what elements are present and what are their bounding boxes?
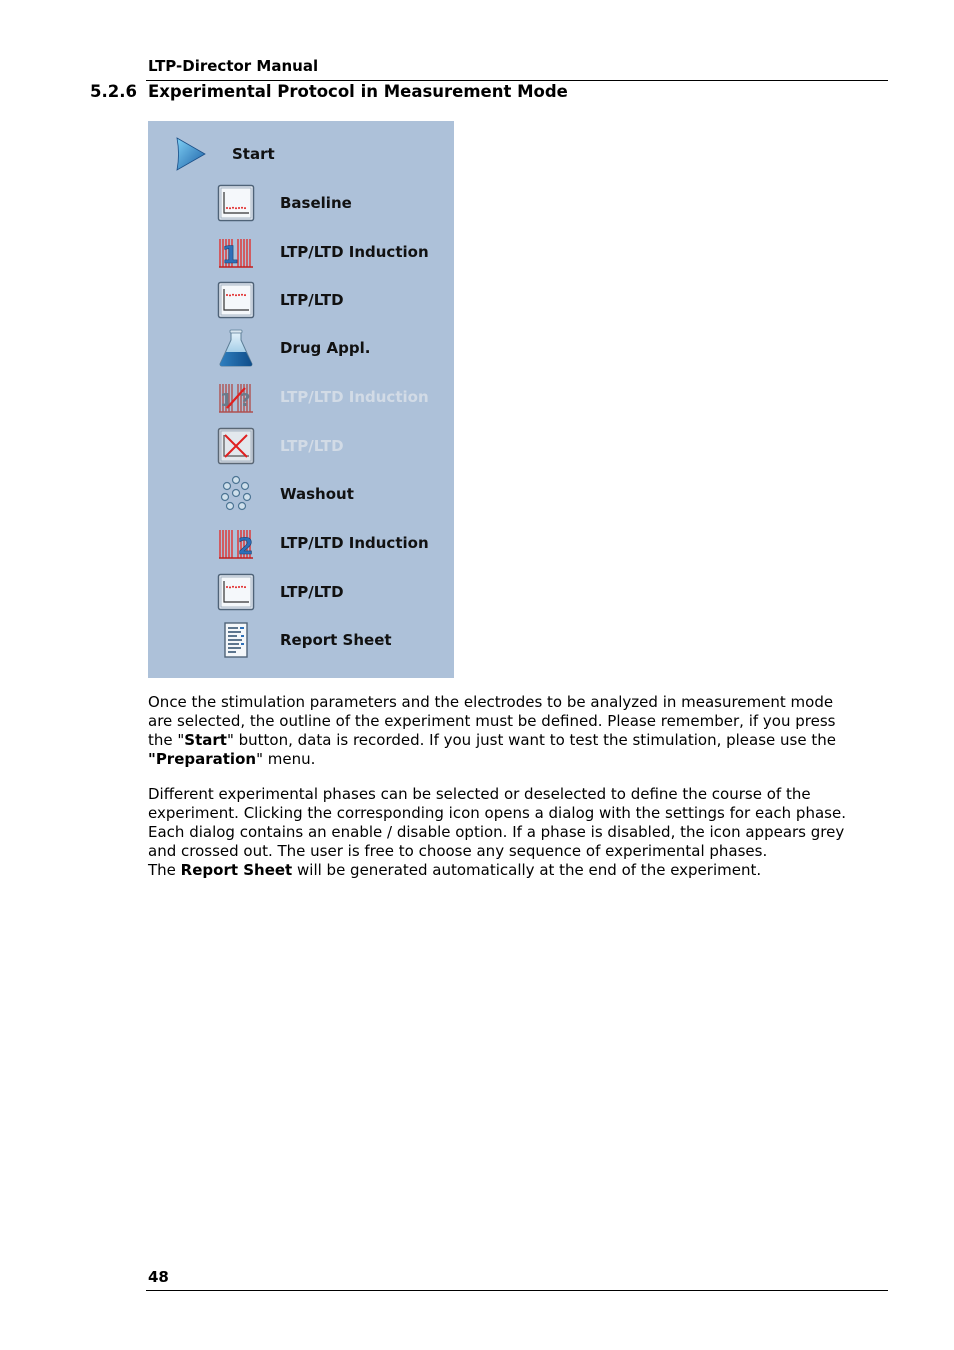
phase-washout[interactable]	[216, 474, 354, 514]
phase-label: LTP/LTD Induction	[280, 243, 429, 261]
phase-report-sheet[interactable]	[216, 620, 392, 660]
start-button[interactable]	[170, 134, 275, 174]
induction-1-icon	[216, 232, 256, 272]
report-icon	[216, 620, 256, 660]
phase-induction-disabled[interactable]	[216, 377, 429, 417]
phase-label: Report Sheet	[280, 631, 392, 649]
induction-2-icon	[216, 523, 256, 563]
crossed-graph-icon	[216, 426, 256, 466]
protocol-panel	[148, 121, 454, 678]
phase-label: LTP/LTD	[280, 583, 344, 601]
section-title: Experimental Protocol in Measurement Mode	[148, 82, 568, 101]
svg-text:1: 1	[220, 390, 233, 411]
header-rule	[146, 80, 888, 81]
phase-baseline[interactable]	[216, 183, 352, 223]
phase-label: LTP/LTD	[280, 437, 344, 455]
phase-label: LTP/LTD Induction	[280, 534, 429, 552]
header-title: LTP-Director Manual	[148, 57, 319, 75]
phase-drug-application[interactable]	[216, 328, 370, 368]
svg-text:2: 2	[238, 535, 254, 560]
play-icon	[170, 134, 210, 174]
phase-label: Washout	[280, 485, 354, 503]
phase-ltp-ltd[interactable]	[216, 280, 344, 320]
phase-label: LTP/LTD	[280, 291, 344, 309]
paragraph-1: Once the stimulation parameters and the electrodes to be analyzed in measurement mode are selected, the outline of the experiment must be defined. Please remember, if you press the "Start" button, data is recorded. If you just want to test the stimulation, please use the "Preparation" menu.	[148, 693, 836, 768]
phase-label: LTP/LTD Induction	[280, 388, 429, 406]
phase-label: Baseline	[280, 194, 352, 212]
phase-ltp-ltd-final[interactable]	[216, 572, 344, 612]
preparation-emphasis: "Preparation	[148, 750, 257, 768]
phase-ltp-ltd-disabled[interactable]	[216, 426, 344, 466]
footer-rule	[146, 1290, 888, 1291]
phase-label: Drug Appl.	[280, 339, 371, 357]
bubbles-icon	[216, 474, 256, 514]
paragraph-2: Different experimental phases can be selected or deselected to define the course of the experiment. Clicking the corresponding icon opens a dialog with the settings for each phase. Each dialog contains an enable / disable option. If a phase is disabled, the icon appears grey and crossed out. The user is free to choose any sequence of experimental phases. The Report Sheet will be generated automatically at the end of the experiment.	[148, 785, 846, 879]
graph-icon	[216, 183, 256, 223]
start-label: Start	[232, 145, 275, 163]
start-emphasis: Start	[184, 731, 227, 749]
section-heading	[90, 82, 568, 101]
svg-text:?: ?	[240, 390, 251, 411]
section-number: 5.2.6	[90, 82, 137, 101]
svg-text:1: 1	[222, 241, 239, 269]
induction-n-icon	[216, 377, 256, 417]
graph-icon	[216, 280, 256, 320]
graph-icon	[216, 572, 256, 612]
phase-induction-1[interactable]	[216, 232, 429, 272]
report-sheet-emphasis: Report Sheet	[180, 861, 293, 879]
phase-induction-2[interactable]	[216, 523, 429, 563]
page-number: 48	[148, 1268, 169, 1286]
flask-icon	[216, 328, 256, 368]
